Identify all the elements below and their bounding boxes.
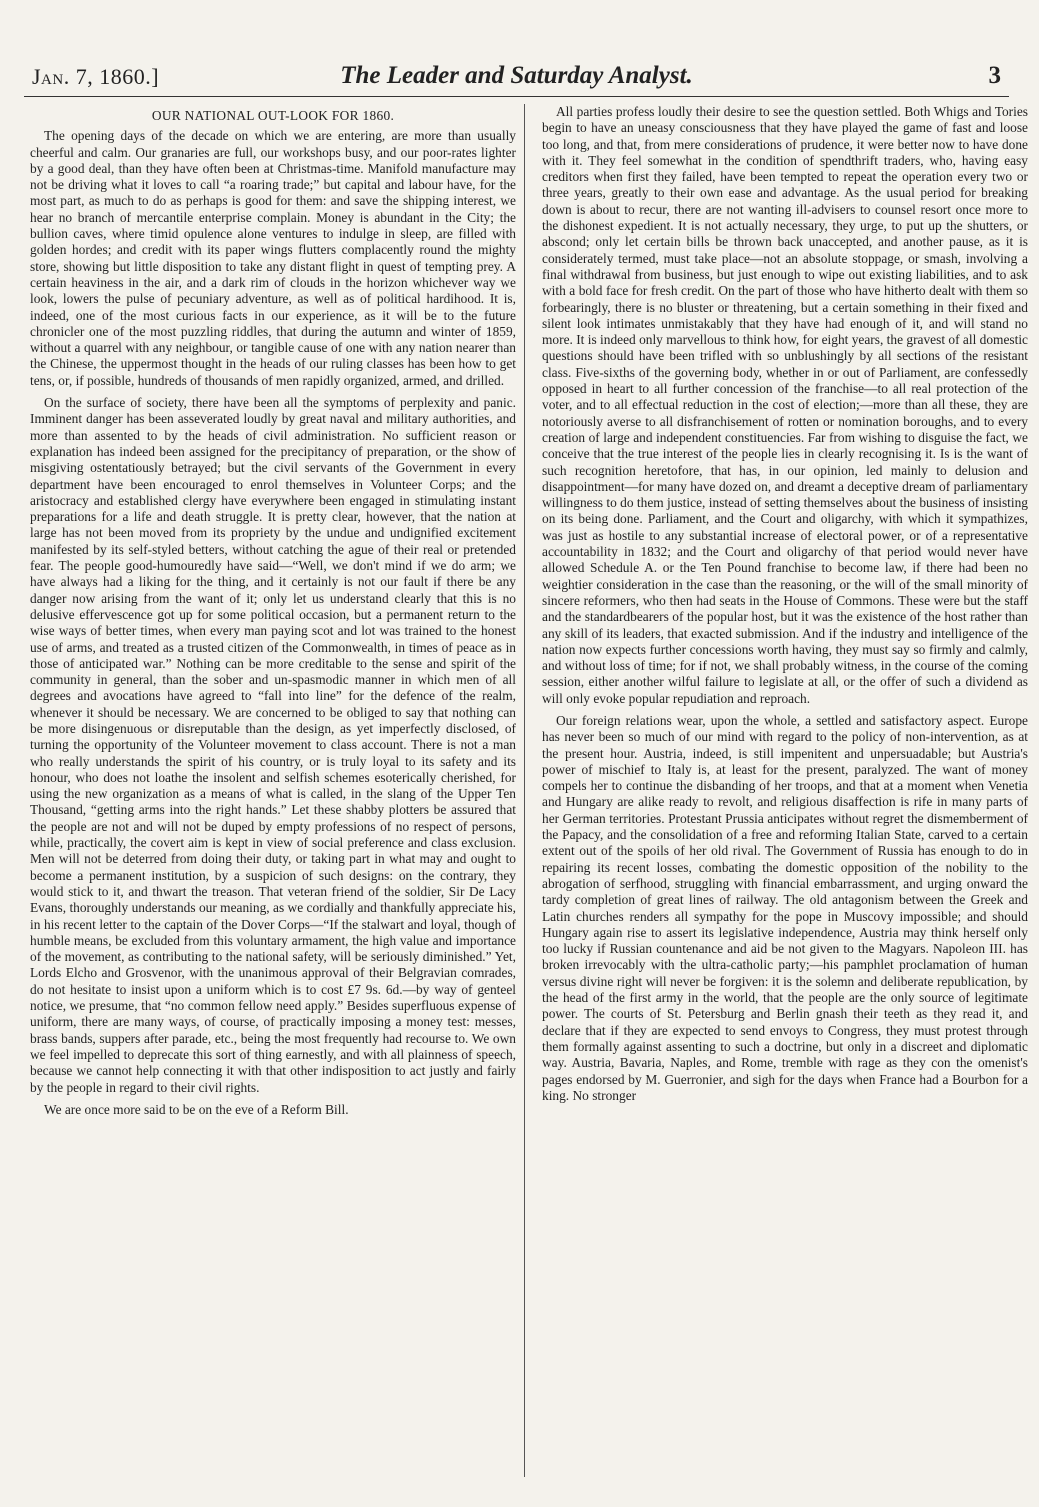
page-header	[24, 62, 1009, 97]
paragraph: We are once more said to be on the eve of a Reform Bill.	[44, 1101, 349, 1117]
left-column	[30, 104, 516, 1124]
paragraph: On the surface of society, there have been all the symptoms of perplexity and panic. Imminent danger has been asseverated loudly by great naval and military authorities, and more than assented to by the heads of civil administration. No sufficient reason or explanation has indeed been assigned for the precipitancy of preparation, or the show of misgiving ostentatiously betrayed; but the civil servants of the Government in every department have been encouraged to enrol themselves in Volunteer Corps; and the aristocracy and established clergy have everywhere been engaged in stimulating instant preparations for a life and death struggle. It is pretty clear, however, that the nation at large has not been moved from its propriety by the undue and undignified excitement manifested by its self-styled betters, without catching the ague of their real or pretended fear. The people good-humouredly have said—“Well, we don't mind if we do arm; we have always had a liking for the thing, and it certainly is not our fault if there be any danger now arising from the want of it; only let us understand clearly that this is no delusive effervescence got up for some political occasion, but a permanent return to the wise ways of better times, when every man paying scot and lot was trained to the honest use of arms, and treated as a trusted citizen of the Commonwealth, in times of peace as in those of anticipated war.” Nothing can be more creditable to the sense and spirit of the community in general, than the sober and un-spasmodic manner in which men of all degrees and avocations have agreed to “fall into line” for the defence of the realm, whenever it should be necessary. We are concerned to be obliged to say that nothing can be more disingenuous or disreputable than the design, as yet imperfectly disclosed, of turning the opportunity of the Volunteer movement to class account. There is not a man who really understands the spirit of his country, or is truly loyal to its safety and its honour, who does not loathe the insolent and selfish schemes esoterically cherished, for using the new organization as a means of what is called, in the slang of the Upper Ten Thousand, “getting arms into the right hands.” Let these shabby plotters be assured that the people are not and will not be duped by empty professions of no respect of persons, while, practically, the covert aim is kept in view of social preference and class exclusion. Men will not be deterred from doing their duty, or taking part in what may and ought to become a permanent institution, by a suspicion of such designs: on the contrary, they would stick to it, and thwart the treason. That veteran friend of the soldier, Sir De Lacy Evans, thoroughly understands our meaning, as we cordially and thankfully appreciate his, in his recent letter to the captain of the Dover Corps—“If the stalwart and loyal, though of humble means, be excluded from this voluntary armament, the high value and importance of the movement, as contributing to the national safety, will be seriously diminished.” Yet, Lords Elcho and Grosvenor, with the unanimous approval of their Belgravian comrades, do not hesitate to insist upon a uniform which is to cost £7 9s. 6d.—by way of genteel notice, we presume, that “no common fellow need apply.” Besides superfluous expense of uniform, there are many ways, of course, of practically imposing a money test: messes, brass bands, suppers after parade, etc., being the most frequently had recourse to. We own we feel impelled to deprecate this sort of thing earnestly, and with all plainness of speech, because we cannot help connecting it with that other indisposition to act justly and fairly by the people in regard to their civil rights.	[30, 395, 516, 1095]
paragraph: The opening days of the decade on which we are entering, are more than usually cheerful and calm. Our granaries are full, our workshops busy, and our poor-rates lighter by a good deal, than they have often been at Christmas-time. Manifold manufacture may not be driving what it loves to call “a roaring trade;” but capital and labour have, for the most part, as much to do as perhaps is good for them: and save the shipping interest, we hear no branch of mercantile enterprise complain. Money is abundant in the City; the bullion caves, where timid opulence alone ventures to indulge in sleep, are filled with golden hordes; and credit with its paper wings flutters complacently round the mighty store, showing but little disposition to take any distant flight in quest of tempting prey. A certain heaviness in the air, and a dark rim of clouds in the horizon whichever way we look, lowers the pulse of pecuniary adventure, as well as of political hardihood. It is, indeed, one of the most curious facts in our experience, as it will be to the future chronicler one of the most puzzling riddles, that during the autumn and winter of 1859, without a quarrel with any neighbour, or tangible cause of one with any nation nearer than the Chinese, the uppermost thought in the heads of our ruling classes has been how to get tens, or, if possible, hundreds of thousands of men rapidly organized, armed, and drilled.	[30, 128, 516, 388]
paragraph: Our foreign relations wear, upon the whole, a settled and satisfactory aspect. Europe has never been so much of our mind with regard to the policy of non-intervention, as at the present hour. Austria, indeed, is still impenitent and unpersuadable; but Austria's power of mischief to Italy is, at least for the present, paralyzed. The want of money compels her to continue the disbanding of her troops, and that at a moment when Venetia and Hungary are alike ready to revolt, and religious disaffection is rife in many parts of her German territories. Protestant Prussia anticipates without regret the dismemberment of the Papacy, and the consolidation of a free and reforming Italian State, carved to a certain extent out of the spoils of her old rival. The Government of Russia has enough to do in repairing its recent losses, combating the domestic opposition of the nobility to the abrogation of serfhood, struggling with financial embarrassment, and urging onward the tardy completion of great lines of railway. The old antagonism between the Greek and Latin churches renders all sympathy for the pope in Muscovy impossible; and should Hungary again rise to assert its legislative independence, Austria may think herself only too lucky if Russian countenance and aid be not given to the Magyars. Napoleon III. has broken irrevocably with the ultra-catholic party;—his pamphlet proclamation of human versus divine right will never be forgiven: it is the solemn and deliberate republication, by the head of the first army in the world, that the people are the only source of legitimate power. The courts of St. Petersburg and Berlin gnash their teeth as they read it, and declare that if they are expected to send envoys to Congress, they must protest through them formally against assenting to such a doctrine, but only in a discreet and diplomatic way. Austria, Bavaria, Naples, and Rome, tremble with rage as they con the omenist's pages endorsed by M. Guerronier, and sigh for the days when France had a Bourbon for a king. No stronger	[542, 712, 1028, 1103]
article-heading: OUR NATIONAL OUT-LOOK FOR 1860.	[151, 108, 395, 123]
publication-title: The Leader and Saturday Analyst.	[340, 62, 693, 89]
paragraph: All parties profess loudly their desire to see the question settled. Both Whigs and Tories begin to have an uneasy consciousness that they have played the game of fast and loose too long, and that, from mere considerations of prudence, it were better now to have done with it. They feel somewhat in the condition of spendthrift traders, who, having easy creditors when first they failed, have been tempted to repeat the operation every two or three years, greatly to their own ease and advantage. As the usual period for breaking down is about to recur, there are not wanting ill-advisers to counsel resort once more to the dishonest expedient. It is not actually necessary, they urge, to put up the shutters, or abscond; only let certain bills be thrown back unaccepted, and another pause, as it is considerately termed, must take place—not an absolute stoppage, or smash, involving a final withdrawal from business, but just enough to wipe out existing liabilities, and to ask with a bold face for fresh credit. On the part of those who have hitherto dealt with them so forbearingly, there is no bluster or threatening, but a certain something in their fixed and silent look intimates unmistakably that they have had enough of it, and will stand no more. It is indeed only marvellous to think how, for eight years, the gravest of all domestic questions should have been trifled with so unblushingly by all sections of the resistant class. Five-sixths of the governing body, whether in or out of Parliament, are confessedly opposed in heart to all further concession of the franchise—to all real protection of the voter, and to all effectual reduction in the cost of election;—more than all these, they are notoriously averse to all disfranchisement of rotten or nomination boroughs, and to every creation of large and independent constituencies. Far from wishing to disguise the fact, we conceive that the true interest of the people lies in clearly recognising it. Is is the want of such recognition heretofore, that has, in our opinion, led mainly to delusion and disappointment—for many have dozed on, and dreamt a deceptive dream of parliamentary willingness to do them justice, instead of setting themselves about the business of insisting on its being done. Parliament, and the Court and oligarchy, with which it sympathizes, was just as hostile to any substantial increase of electoral power, or of a representative accountability in 1832; and the Court and oligarchy of that period would never have allowed Schedule A. or the Ten Pound franchise to become law, if there had been no weightier consideration in the case than the reasoning, or the will of the small minority of sincere reformers, who then had seats in the House of Commons. These were but the staff and the standardbearers of the popular host, but it was the existence of the host rather than any skill of its leaders, that exacted submission. And if the industry and intelligence of the nation now expects further concessions worth having, they must say so firmly and calmly, and without loss of time; for if not, we shall probably witness, in the course of the coming session, either another wilful failure to legislate at all, or the offer of such a dividend as will only evoke popular repudiation and reproach.	[542, 104, 1028, 706]
issue-date: Jan. 7, 1860.]	[32, 64, 160, 89]
right-column	[542, 104, 1028, 1110]
column-divider	[524, 104, 525, 1477]
page-number: 3	[988, 62, 1001, 89]
